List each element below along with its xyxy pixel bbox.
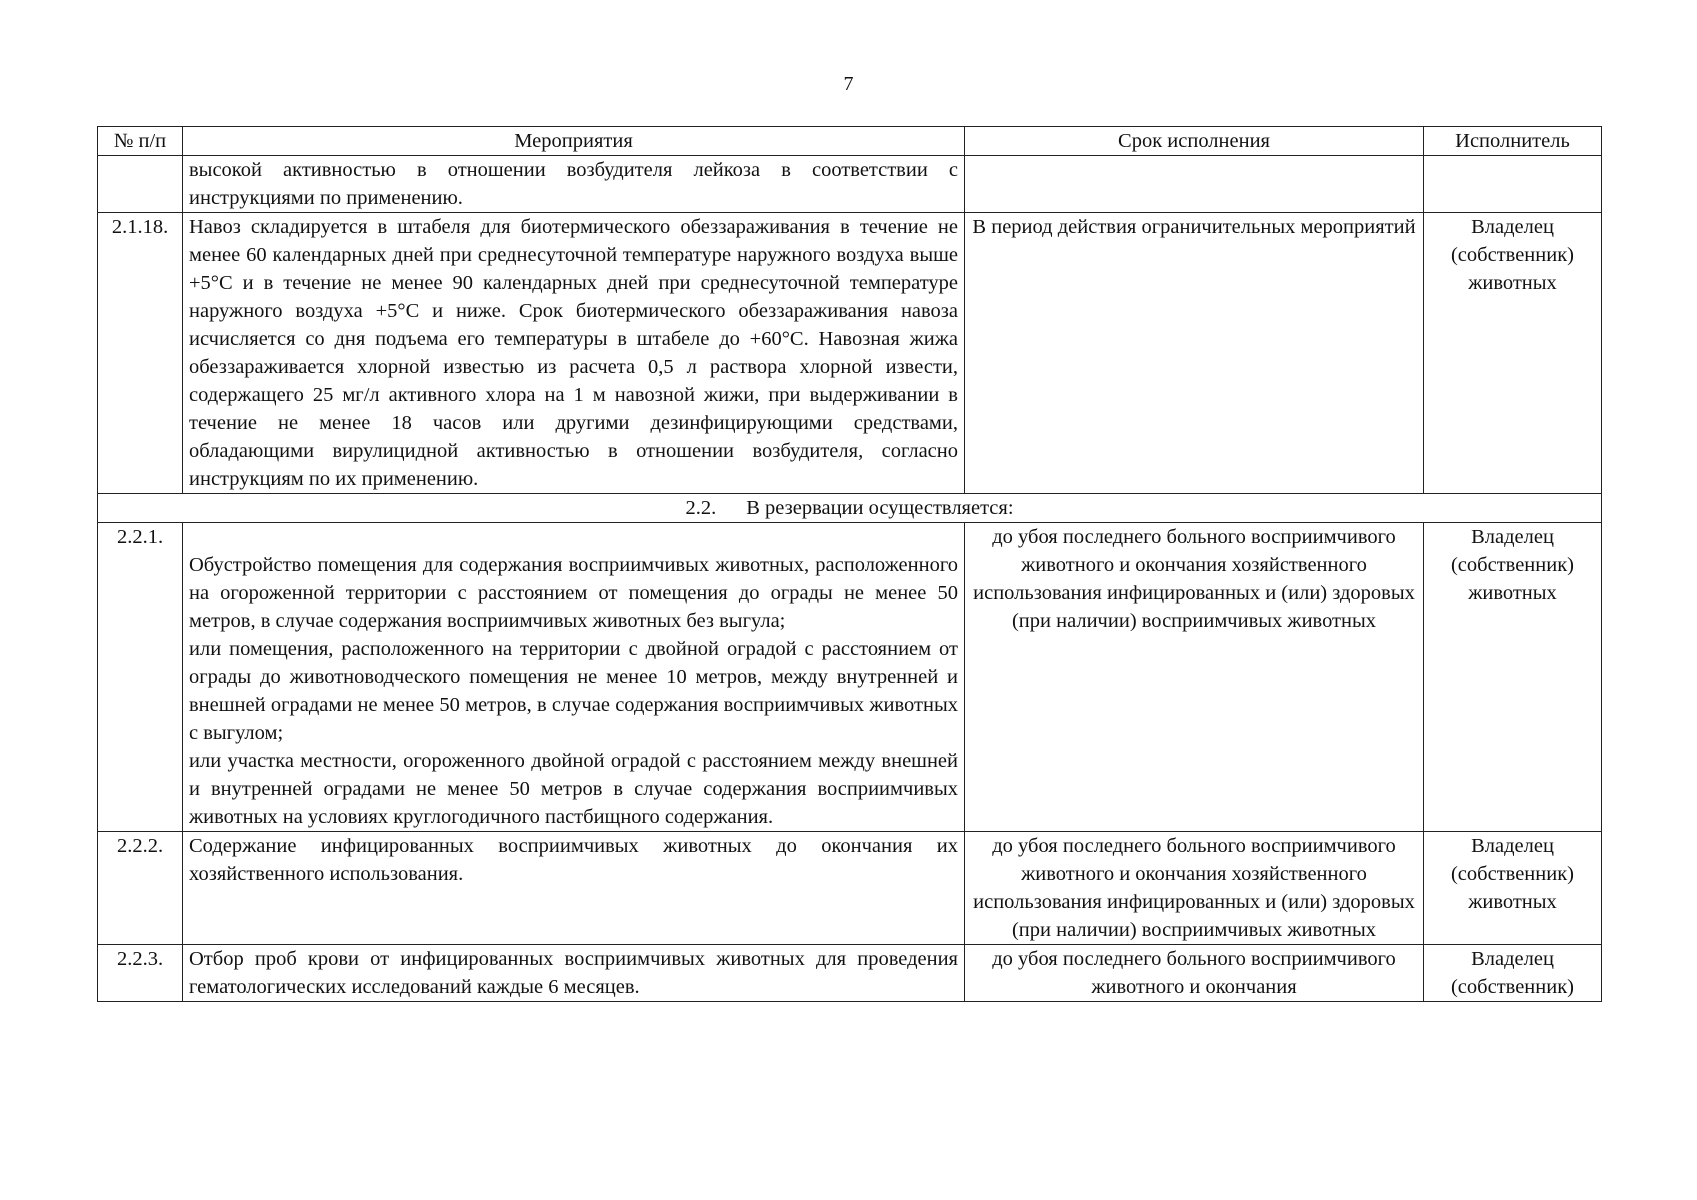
row-number: 2.2.1. [98, 523, 183, 832]
row-activity: Навоз складируется в штабеля для биотермического обеззараживания в течение не менее 60 календарных дней при среднесуточной температуре наружного воздуха выше +5°С и в течение не менее 90 календарных дней при среднесуточной температуре наружного воздуха +5°С и ниже. Срок биотермического обеззараживания навоза исчисляется со дня подъема его температуры в штабеле до +60°С. Навозная жижа обеззараживается хлорной известью из расчета 0,5 л раствора хлорной извести, содержащего 25 мг/л активного хлора на 1 м навозной жижи, при выдерживании в течение не менее 18 часов или другими дезинфицирующими средствами, обладающими вирулицидной активностью в отношении возбудителя, согласно инструкциям по их применению. [183, 213, 965, 494]
row-number: 2.2.3. [98, 945, 183, 1002]
table-row [98, 156, 1602, 213]
row-term: В период действия ограничительных мероприятий [965, 213, 1424, 494]
activity-paragraph: или участка местности, огороженного двойной оградой с расстоянием между внешней и внутренней оградами не менее 50 метров в случае содержания восприимчивых животных на условиях круглогодичного пастбищного содержания. [189, 750, 958, 828]
row-number: 2.2.2. [98, 832, 183, 945]
header-term: Срок исполнения [965, 127, 1424, 156]
header-number: № п/п [98, 127, 183, 156]
row-executor: Владелец (собственник) животных [1424, 832, 1602, 945]
section-title: В резервации осуществляется: [746, 497, 1014, 519]
table-row [98, 523, 1602, 832]
row-number [98, 156, 183, 213]
header-activity: Мероприятия [183, 127, 965, 156]
table-header-row [98, 127, 1602, 156]
row-activity [183, 523, 965, 832]
row-activity: Содержание инфицированных восприимчивых животных до окончания их хозяйственного использования. [183, 832, 965, 945]
row-executor: Владелец (собственник) [1424, 945, 1602, 1002]
row-executor: Владелец (собственник) животных [1424, 213, 1602, 494]
row-activity: Отбор проб крови от инфицированных восприимчивых животных для проведения гематологических исследований каждые 6 месяцев. [183, 945, 965, 1002]
row-number: 2.1.18. [98, 213, 183, 494]
measures-table [97, 126, 1602, 1002]
table-row [98, 832, 1602, 945]
row-term [965, 156, 1424, 213]
table-row [98, 213, 1602, 494]
page-number: 7 [843, 73, 854, 95]
activity-paragraph: Обустройство помещения для содержания восприимчивых животных, расположенного на огороженной территории с расстоянием от помещения до ограды не менее 50 метров, в случае содержания восприимчивых животных без выгула; [189, 554, 958, 632]
row-executor: Владелец (собственник) животных [1424, 523, 1602, 832]
section-heading [98, 494, 1602, 523]
row-activity: высокой активностью в отношении возбудителя лейкоза в соответствии с инструкциями по применению. [183, 156, 965, 213]
header-executor: Исполнитель [1424, 127, 1602, 156]
table-row [98, 945, 1602, 1002]
section-number: 2.2. [685, 497, 717, 519]
activity-paragraph: или помещения, расположенного на территории с двойной оградой с расстоянием от ограды до животноводческого помещения не менее 10 метров, между внутренней и внешней оградами не менее 50 метров, в случае содержания восприимчивых животных с выгулом; [189, 638, 958, 744]
row-term: до убоя последнего больного восприимчивого животного и окончания хозяйственного использования инфицированных и (или) здоровых (при наличии) восприимчивых животных [965, 832, 1424, 945]
section-row [98, 494, 1602, 523]
row-term: до убоя последнего больного восприимчивого животного и окончания [965, 945, 1424, 1002]
row-term: до убоя последнего больного восприимчивого животного и окончания хозяйственного использования инфицированных и (или) здоровых (при наличии) восприимчивых животных [965, 523, 1424, 832]
row-executor [1424, 156, 1602, 213]
